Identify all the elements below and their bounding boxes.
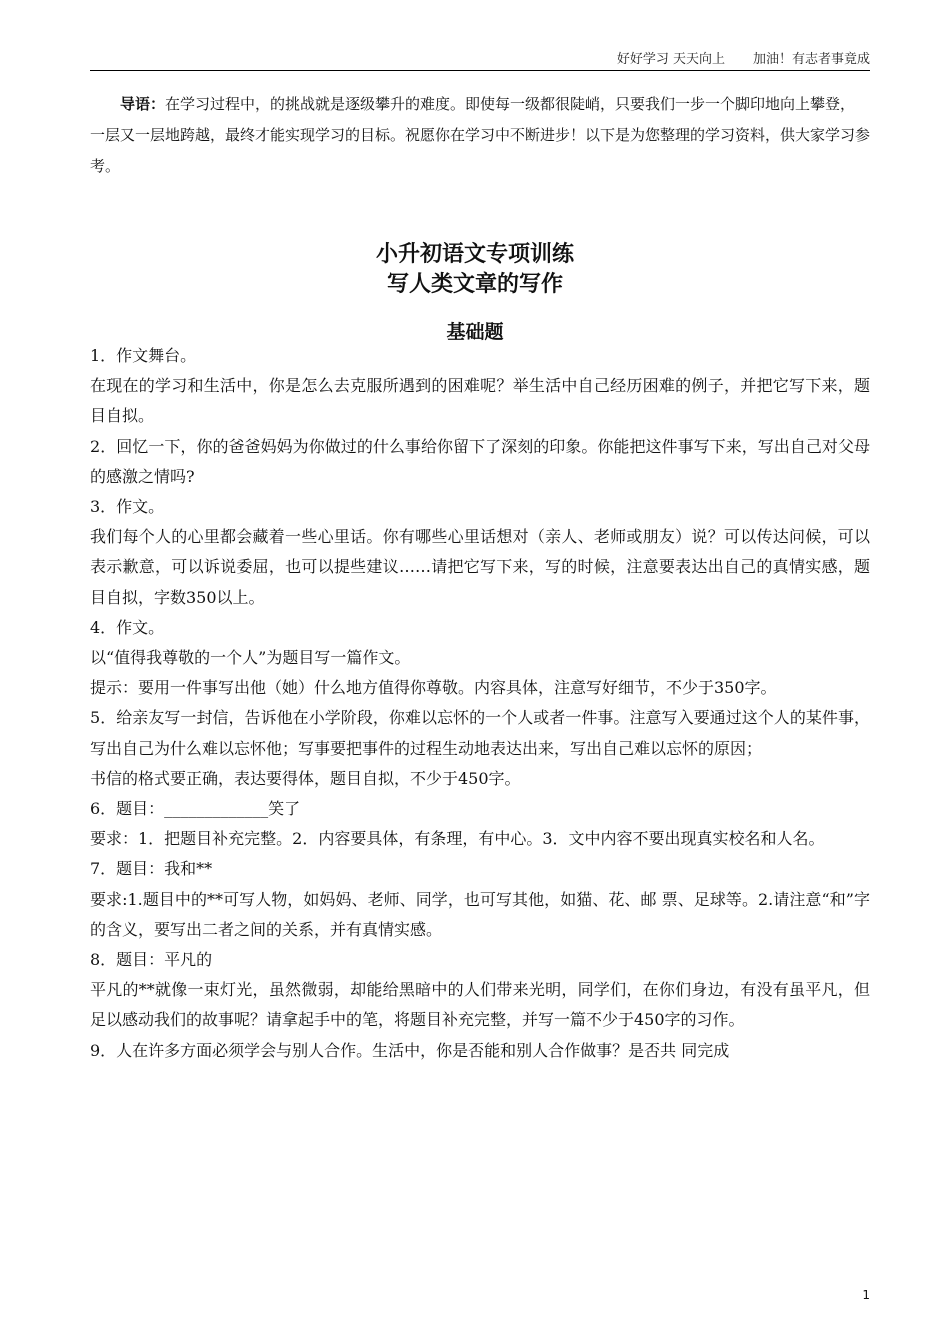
question-line: 以“值得我尊敬的一个人”为题目写一篇作文。	[90, 648, 411, 668]
question-line: 3．作文。	[90, 497, 165, 517]
question-line: 8．题目：平凡的	[90, 950, 213, 970]
document-title: 小升初语文专项训练	[375, 242, 574, 267]
intro-text: 在学习过程中，的挑战就是逐级攀升的难度。即使每一级都很陡峭，只要我们一步一个脚印地向上攀登，一层又一层地跨越，最终才能实现学习的目标。祝愿你在学习中不断进步！以下是为您整理的学习资料，供大家学习参考。	[90, 95, 871, 175]
question-line: 书信的格式要正确，表达要得体，题目自拟，不少于450字。	[90, 768, 521, 788]
page-number: 1	[862, 1288, 870, 1302]
question-line: 要求：1．把题目补充完整。2．内容要具体，有条理，有中心。3．文中内容不要出现真实校名和人名。	[90, 829, 825, 849]
question-line: 我们每个人的心里都会藏着一些心里话。你有哪些心里话想对（亲人、老师或朋友）说？可以传达问候，可以表示歉意，可以诉说委屈，也可以提些建议……请把它写下来，写的时候，注意要表达出自己的真情实感，题目自拟，字数350以上。	[90, 527, 870, 607]
document-subtitle: 写人类文章的写作	[386, 272, 563, 297]
question-line: 4．作文。	[90, 617, 165, 637]
question-line: 在现在的学习和生活中，你是怎么去克服所遇到的困难呢？举生活中自己经历困难的例子，并把它写下来，题目自拟。	[90, 376, 870, 426]
question-line: 提示：要用一件事写出他（她）什么地方值得你尊敬。内容具体，注意写好细节，不少于350字。	[90, 678, 777, 698]
question-line: 5．给亲友写一封信，告诉他在小学阶段，你难以忘怀的一个人或者一件事。注意写入要通过这个人的某件事，写出自己为什么难以忘怀他；写事要把事件的过程生动地表达出来，写出自己难以忘怀的原因；	[90, 708, 870, 758]
intro-paragraph	[90, 89, 870, 182]
question-line: 2．回忆一下，你的爸爸妈妈为你做过的什么事给你留下了深刻的印象。你能把这件事写下来，写出自己对父母的感激之情吗?	[90, 436, 870, 486]
question-line: 1．作文舞台。	[90, 346, 197, 365]
question-line: 要求:1.题目中的**可写人物，如妈妈、老师、同学，也可写其他，如猫、花、邮 票、足球等。2.请注意“和”字的含义，要写出二者之间的关系，并有真情实感。	[90, 889, 870, 939]
question-list	[90, 341, 870, 1066]
header-motto-left: 好好学习 天天向上	[616, 52, 725, 67]
intro-label: 导语：	[120, 95, 166, 113]
section-heading: 基础题	[446, 321, 504, 343]
header-rule	[90, 70, 870, 71]
question-line: 9．人在许多方面必须学会与别人合作。生活中，你是否能和别人合作做事？是否共 同完成	[90, 1040, 730, 1060]
question-line: 6．题目：_____________笑了	[90, 799, 301, 819]
header-motto-right: 加油！有志者事竟成	[752, 52, 870, 67]
question-line: 7．题目：我和**	[90, 859, 213, 879]
question-line: 平凡的**就像一束灯光，虽然微弱，却能给黑暗中的人们带来光明，同学们，在你们身边，有没有虽平凡，但足以感动我们的故事呢？请拿起手中的笔，将题目补充完整，并写一篇不少于450字的习作。	[90, 980, 870, 1030]
page-header	[90, 48, 870, 68]
